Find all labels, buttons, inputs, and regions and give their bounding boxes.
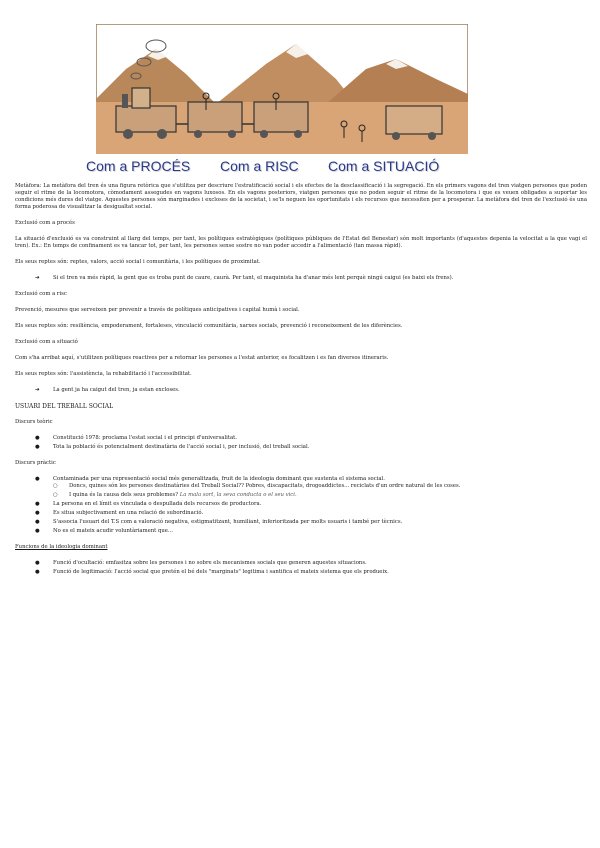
practice-list <box>15 476 587 483</box>
situation-challenges: Els seus reptes són: l'assistència, la rehabilitació i l'accessibilitat. <box>15 371 192 377</box>
list-item: ● No es el mateix acudir voluntàriament que... <box>35 528 173 534</box>
wagon-last <box>386 106 442 134</box>
practice-heading: Discurs pràctic <box>15 460 56 466</box>
process-challenges: Els seus reptes són: reptes, valors, acció social i comunitària, i les polítiques de proximitat. <box>15 259 261 265</box>
circle-bullet-icon: ○ <box>53 492 58 498</box>
header-illustration <box>86 24 468 174</box>
wheel <box>294 130 302 138</box>
theory-list <box>15 435 587 451</box>
chimney <box>122 94 128 108</box>
list-item: ● Tota la població és potencialment destinatària de l'acció social i, per inclusió, del treball social. <box>35 444 310 450</box>
intro-paragraph: Metàfora: La metàfora del tren és una figura retòrica que s'utilitza per descriure l'estratificació social i els efectes de la desclassificació i la segregació. En els primers vagons del tren viatgen persones que poden seguir el ritme de la locomotora, còmodament assegudes en vagons luxosos. En els vagons posteriors, viatgen persones que no poden seguir el ritme de la locomotora i que es veuen obligades a suportar les condicions més dures del viatge. Aquestes persones són marginades i excloses de la societat, i se'ls neguen les oportunitats i els recursos que necessiten per a prosperar. La metàfora del tren de l'exclusió és una forma poderosa de visualitzar la desigualtat social. <box>15 183 587 210</box>
sub-list-item: ○ I quina és la causa dels seus problemes? La mala sort, la seva conducta o el seu vici. <box>53 492 297 498</box>
list-item: ● Funció de legitimació: l'acció social que pretén el bé dels "marginats" legitima i santifica el mateix sistema que els produeix. <box>35 569 389 575</box>
functions-list <box>15 560 587 576</box>
wheel <box>228 130 236 138</box>
wagon-1 <box>188 102 242 132</box>
functions-heading: Funcions de la ideologia dominant <box>15 544 108 550</box>
process-text: La situació d'exclusió es va construint al llarg del temps, per tant, les polítiques estratègiques (polítiques públiques de l'Estat del Benestar) són molt importants (d'aquestes depenia la velocitat a la que vagi el tren). Ex.: En temps de confinament es va tancar tot, per tant, les persones sense sostre no van poder accedir a l'alimentació (tan massa ràpid). <box>15 236 587 249</box>
risk-heading: Exclusió com a risc <box>15 291 67 297</box>
practice-list-continued <box>15 501 587 535</box>
wagon-2 <box>254 102 308 132</box>
practice-sublist <box>53 483 587 499</box>
situation-arrow-item <box>35 387 587 394</box>
usuaris-heading: USUARI DEL TREBALL SOCIAL <box>15 403 114 410</box>
bullet-icon: ● <box>35 560 40 566</box>
risk-challenges: Els seus reptes són: resiliència, empoderament, fortaleses, vinculació comunitària, xarxes socials, prevenció i reconeixement de les diferències. <box>15 323 403 329</box>
bullet-icon: ● <box>35 444 40 450</box>
sub-list-item: ○ Doncs, quines són les persones destinatàries del Treball Social?? Pobres, discapacitats, drogoaddictes... reciclats d'un ordre natural de les coses. <box>53 483 461 489</box>
theory-heading: Discurs teòric <box>15 419 53 425</box>
locomotive <box>116 106 176 132</box>
situation-text: Com s'ha arribat aquí, s'utilitzen polítiques reactives per a retornar les persones a l'estat anterior, es focalitzen i es fan diversos itineraris. <box>15 355 389 361</box>
wheel <box>194 130 202 138</box>
list-item: ● Funció d'ocultació: emfasitza sobre les persones i no sobre els mecanismes socials que generen aquestes situacions. <box>35 560 367 566</box>
label-situation: Com a SITUACIÓ <box>328 158 440 174</box>
process-heading: Exclusió com a procés <box>15 220 75 226</box>
train-mountain-drawing <box>96 24 468 154</box>
circle-bullet-icon: ○ <box>53 483 58 489</box>
mountain-center <box>216 44 356 104</box>
situation-heading: Exclusió com a situació <box>15 339 78 345</box>
bullet-icon: ● <box>35 435 40 441</box>
label-risk: Com a RISC <box>220 158 299 174</box>
wheel <box>260 130 268 138</box>
label-process: Com a PROCÉS <box>86 158 191 174</box>
wheel <box>157 129 167 139</box>
wheel <box>392 132 400 140</box>
list-item: ● Es situa subjectivament en una relació de subordinació. <box>35 510 204 516</box>
wheel <box>123 129 133 139</box>
document-body <box>15 183 587 585</box>
note: La mala sort, la seva conducta o el seu vici. <box>179 492 297 498</box>
list-item: ● Contaminada per una representació social més generalitzada, fruit de la ideologia dominant que sustenta el sistema social. <box>35 476 385 482</box>
bullet-icon: ● <box>35 510 40 516</box>
bullet-icon: ● <box>35 569 40 575</box>
risk-text: Prevenció, mesures que serveixen per prevenir a través de polítiques anticipatives i capital humà i social. <box>15 307 300 313</box>
situation-arrow-text: La gent ja ha caigut del tren, ja estan excloses. <box>53 387 180 393</box>
list-item: ● La persona en el límit es vinculada o despullada dels recursos de productora. <box>35 501 262 507</box>
process-arrow-text: Si el tren va més ràpid, la gent que es troba punt de caure, caurà. Per tant, el maquinista ha d'anar més lent perquè ningú caigui (es baixi els frens). <box>53 275 454 281</box>
arrow-icon: ➔ <box>35 275 40 281</box>
bullet-icon: ● <box>35 476 40 482</box>
list-item: ● S'associa l'usuari del T.S com a valoració negativa, estigmatitzant, humiliant, inferioritzada per molts usuaris i també per tècnics. <box>35 519 403 525</box>
bullet-icon: ● <box>35 519 40 525</box>
bullet-icon: ● <box>35 501 40 507</box>
list-item: ● Constitució 1978: proclama l'estat social i el principi d'universalitat. <box>35 435 237 441</box>
wheel <box>428 132 436 140</box>
process-arrow-item <box>35 275 587 282</box>
locomotive-cab <box>132 88 150 108</box>
arrow-icon: ➔ <box>35 387 40 393</box>
bullet-icon: ● <box>35 528 40 534</box>
